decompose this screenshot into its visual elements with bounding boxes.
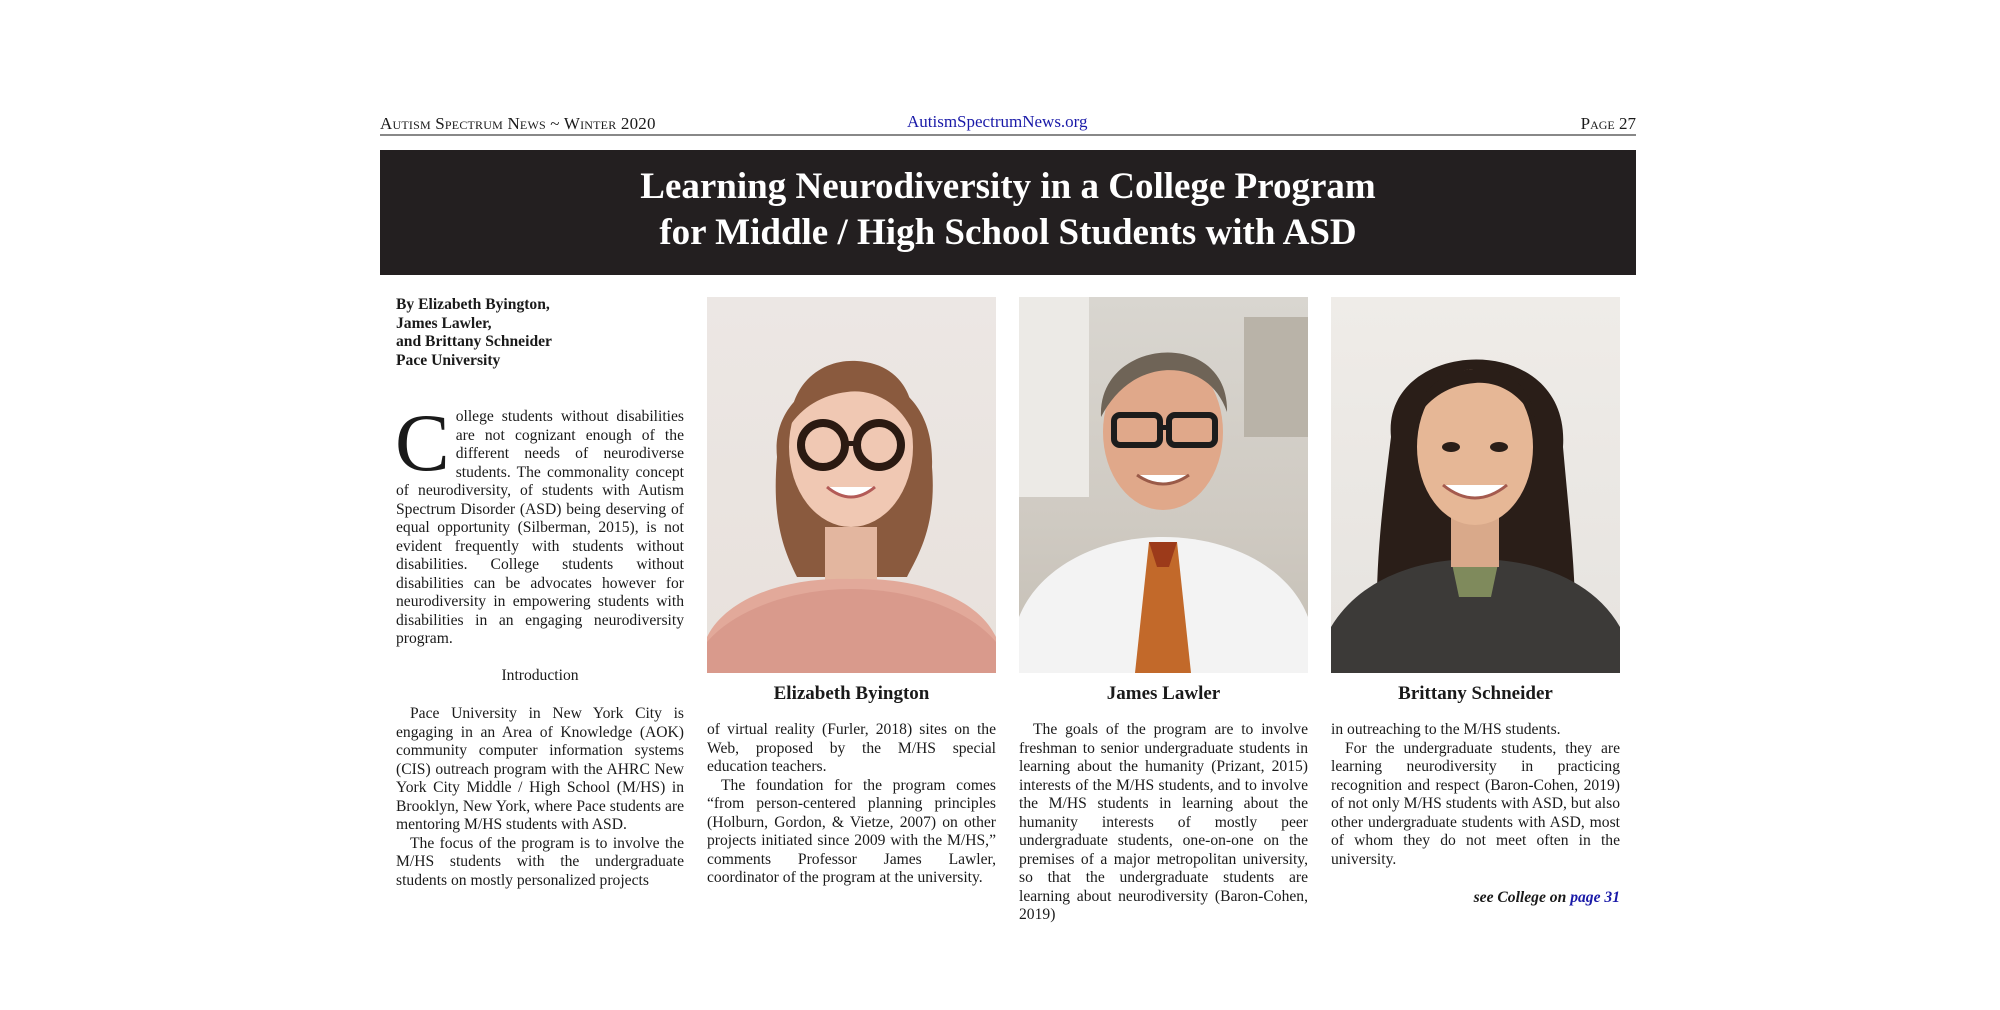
portrait-illustration [707,297,996,673]
body-paragraph: Pace University in New York City is engaging in an Area of Knowledge (AOK) community computer information systems (CIS) outreach program with the AHRC New York City Middle / High School (M/HS) in Brooklyn, New York, where Pace students are mentoring M/HS students with ASD. [396,705,684,833]
body-paragraph: The focus of the program is to involve the M/HS students with the undergraduate students on mostly personalized projects [396,834,684,889]
column-1 [396,296,684,890]
running-header [380,112,1636,136]
photo-caption: Brittany Schneider [1398,683,1553,704]
body-paragraph: in outreaching to the M/HS students. [1331,721,1561,738]
byline-line: By Elizabeth Byington, [396,296,550,313]
photo-caption: James Lawler [1106,683,1221,704]
article-title-line-1: Learning Neurodiversity in a College Program [640,166,1376,207]
byline-line: James Lawler, [396,314,492,332]
body-paragraph: The goals of the program are to involve freshman to senior undergraduate students in learning about the humanity (Prizant, 2015) interests of the M/HS students, and to involve the M/HS students in learning about the humanity interests of mostly peer undergraduate students, one-on-one on the premises of a major metropolitan university, so that the undergraduate students are learning about neurodiversity (Baron-Cohen, 2019) [1019,721,1308,923]
author-photo-elizabeth-byington [707,297,996,673]
column-2-text [707,721,996,888]
body-paragraph: The foundation for the program comes “from person-centered planning principles (Holburn, Gordon, & Vietze, 2007) on other projects initiated since 2009 with the M/HS,” comments Professor James Lawler, coordinator of the program at the university. [707,776,996,886]
title-banner [380,150,1636,275]
portrait-illustration [1019,297,1308,673]
page-number: Page 27 [1580,114,1636,133]
continuation-note [1331,889,1620,908]
byline-affiliation: Pace University [396,351,501,369]
publication-issue: Autism Spectrum News ~ Winter 2020 [380,114,656,133]
body-paragraph: of virtual reality (Furler, 2018) sites on the Web, proposed by the M/HS special education teachers. [707,721,996,775]
byline-line: and Brittany Schneider [396,333,552,350]
header-rule [380,134,1636,136]
continuation-page-link[interactable]: page 31 [1570,889,1620,906]
body-paragraph: For the undergraduate students, they are learning neurodiversity in practicing recognition and respect (Baron-Cohen, 2019) of not only M/HS students with ASD, but also other undergraduate students with ASD, most of whom they do not meet often in the university. [1331,739,1620,868]
lead-text: ollege students without disabilities are not cognizant enough of the different needs of neurodiverse students. The commonality concept of neurodiversity, of students with Autism Spectrum Disorder (ASD) being deserving of equal opportunity (Silberman, 2015), is not evident frequently with students without disabilities. College students without disabilities can be advocates however for neurodiversity in empowering students with disabilities in an engaging neurodiversity program. [396,408,684,647]
byline [396,296,684,370]
drop-cap: C [395,397,450,488]
article-title-line-2: for Middle / High School Students with ASD [659,212,1357,253]
column-3-text [1019,721,1308,925]
lead-paragraph [395,397,684,649]
column-4-text [1331,721,1620,908]
author-photo-james-lawler [1019,297,1308,673]
website-link[interactable]: AutismSpectrumNews.org [907,112,1088,131]
section-heading: Introduction [501,666,579,684]
continuation-prefix: see College on [1473,889,1567,906]
portrait-illustration [1331,297,1620,673]
photo-caption: Elizabeth Byington [773,683,930,704]
author-photo-brittany-schneider [1331,297,1620,673]
